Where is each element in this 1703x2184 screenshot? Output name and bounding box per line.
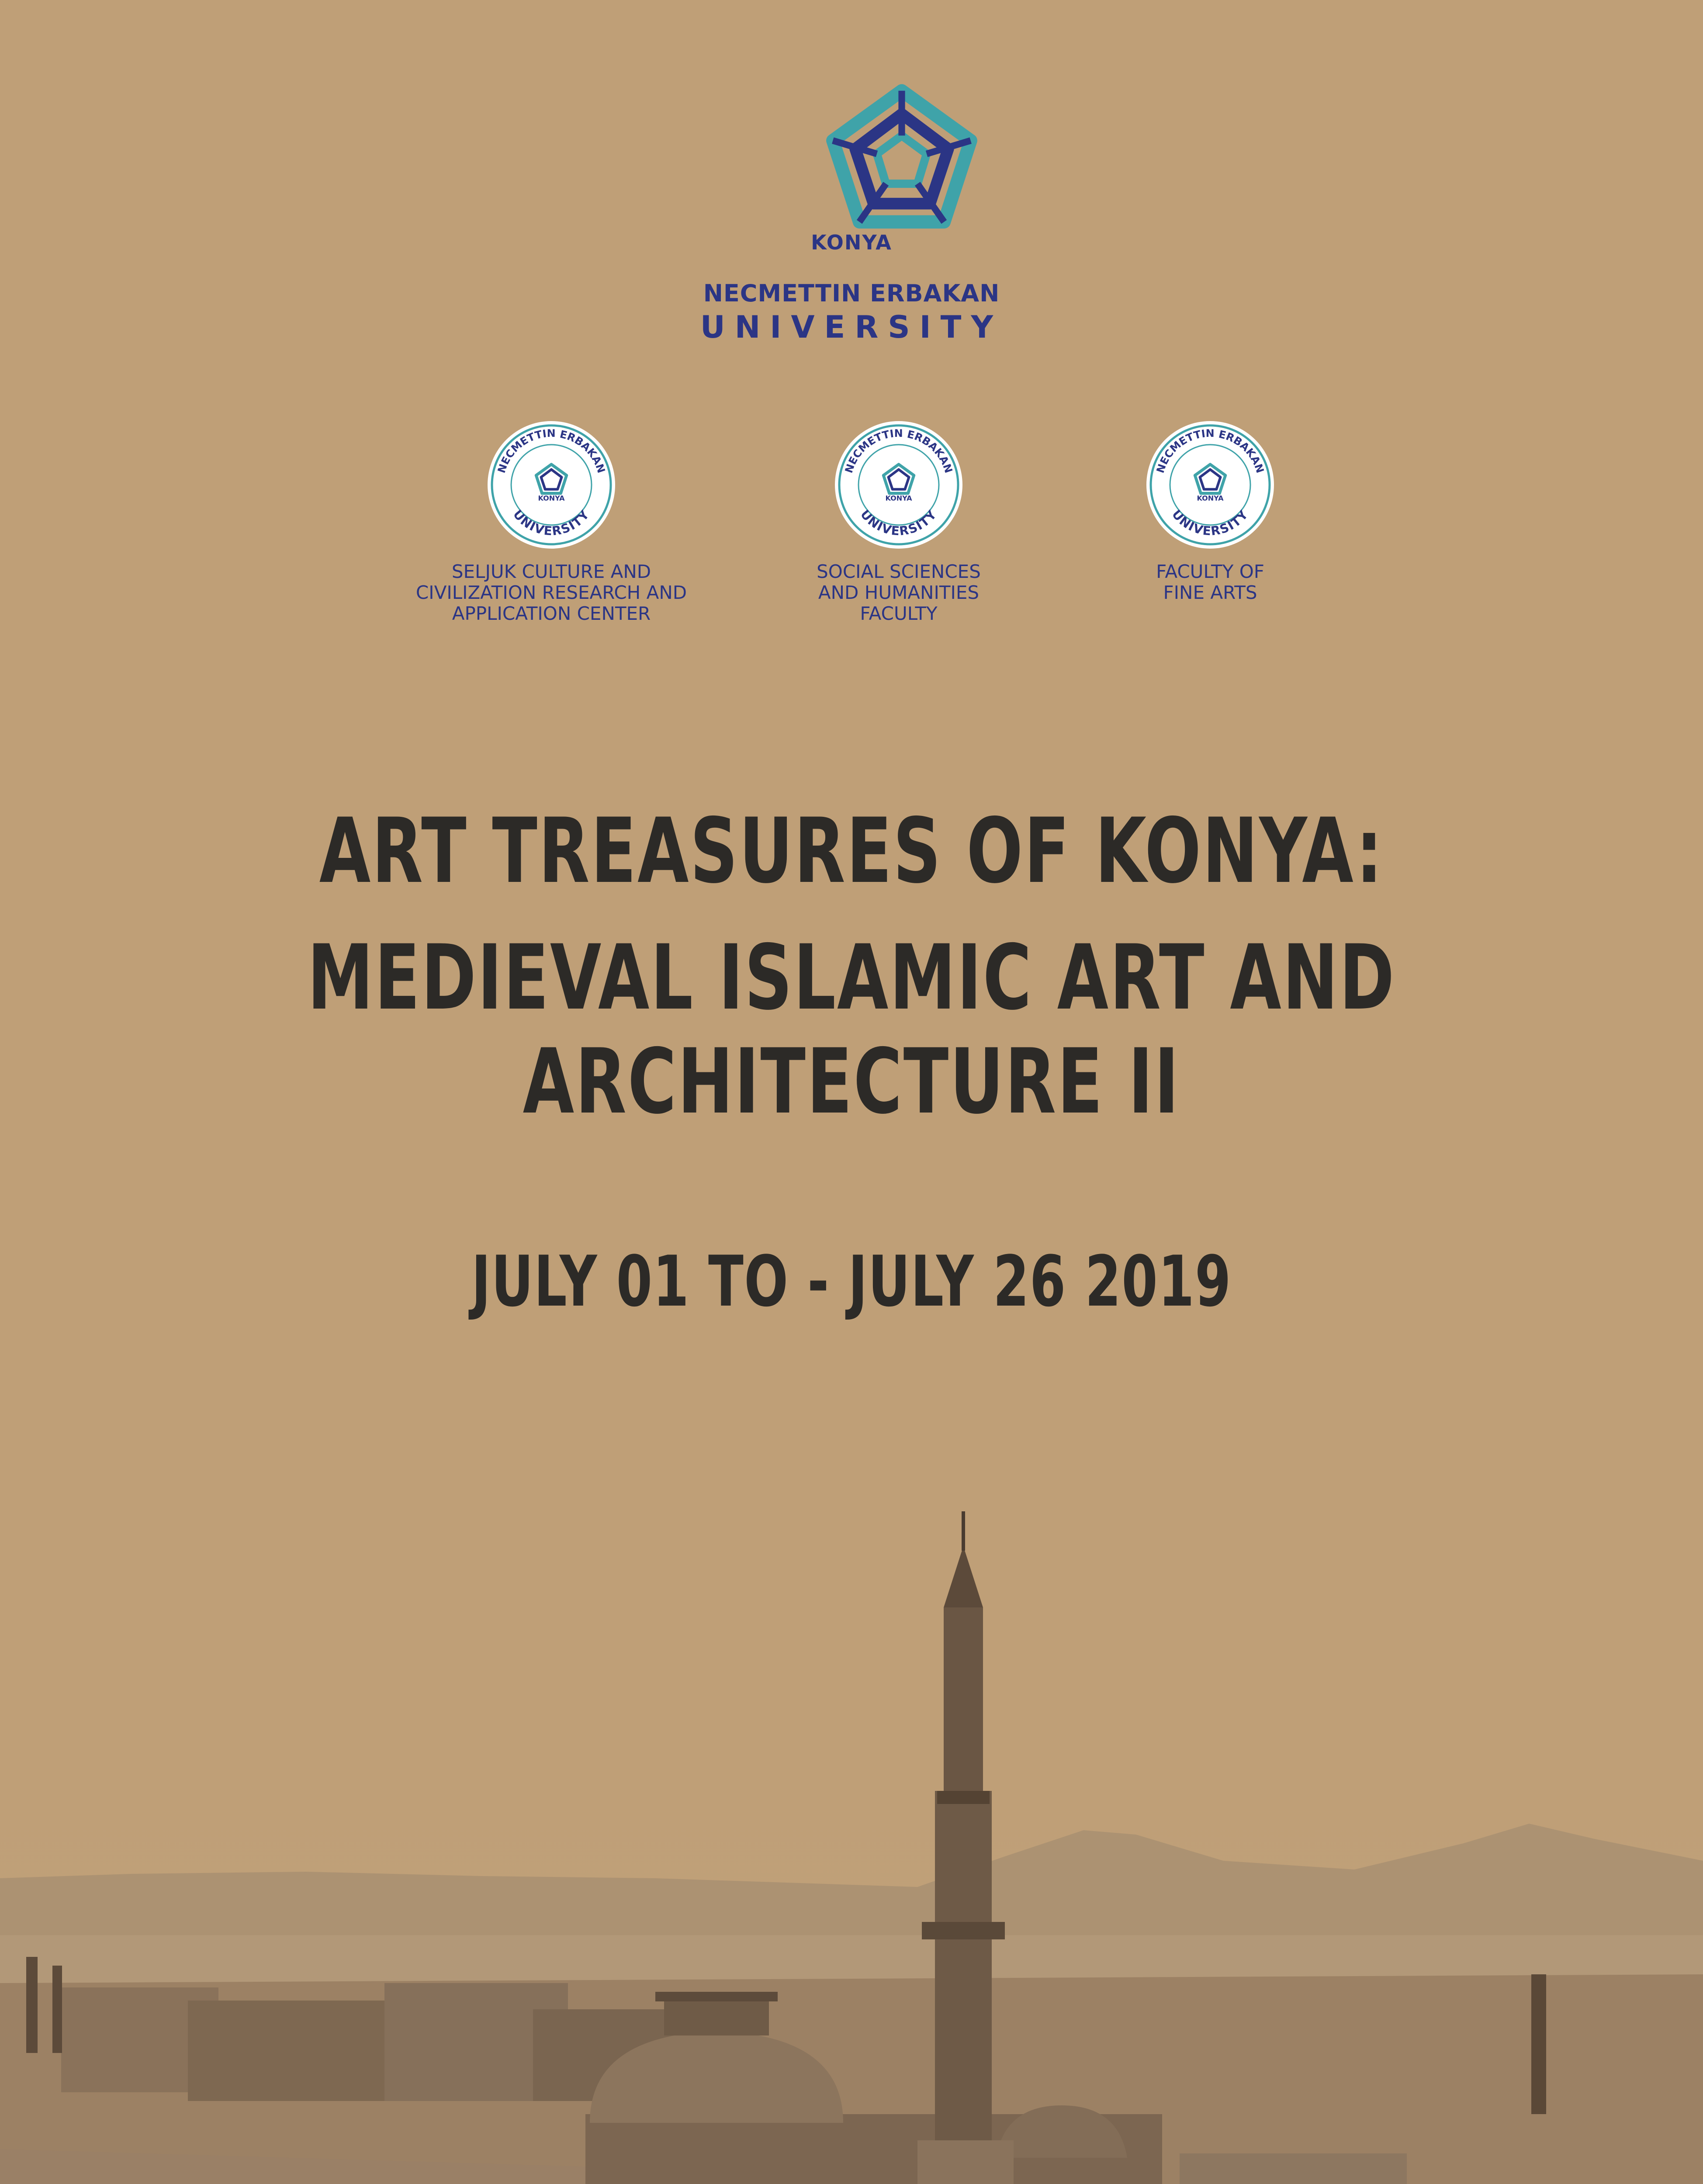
mosque-minaret-photo [0, 1354, 1703, 2184]
unit-caption-social-sciences: SOCIAL SCIENCES AND HUMANITIES FACULTY [817, 561, 981, 624]
seal-arc-top: NECMETTIN ERBAKAN [495, 427, 608, 475]
event-dates: JULY 01 TO - JULY 26 2019 [471, 1241, 1232, 1322]
seal-arc-top: NECMETTIN ERBAKAN [1154, 427, 1267, 475]
unit-seal-icon [833, 419, 964, 550]
university-word: UNIVERSITY [700, 309, 1003, 345]
unit-seal-icon [1145, 419, 1276, 550]
seal-center: KONYA [538, 494, 565, 502]
seal-center: KONYA [885, 494, 912, 502]
university-name: NECMETTIN ERBAKAN [703, 280, 1000, 307]
seal-arc-top: NECMETTIN ERBAKAN [842, 427, 955, 475]
seal-arc-bottom: UNIVERSITY [510, 507, 593, 539]
unit-seal-icon [486, 419, 617, 550]
event-title-line2: MEDIEVAL ISLAMIC ART AND ARCHITECTURE II [307, 926, 1396, 1134]
unit-caption-seljuk-center: SELJUK CULTURE AND CIVILIZATION RESEARCH AND APPLICATION CENTER [415, 561, 687, 624]
university-knot-logo-icon [819, 81, 985, 247]
seal-arc-bottom: UNIVERSITY [857, 507, 940, 539]
unit-caption-fine-arts: FACULTY OF FINE ARTS [1156, 561, 1264, 603]
seal-center: KONYA [1197, 494, 1224, 502]
event-title-line1: ART TREASURES OF KONYA: [319, 799, 1384, 903]
seal-arc-bottom: UNIVERSITY [1169, 507, 1252, 539]
logo-konya-label: KONYA [811, 231, 892, 254]
